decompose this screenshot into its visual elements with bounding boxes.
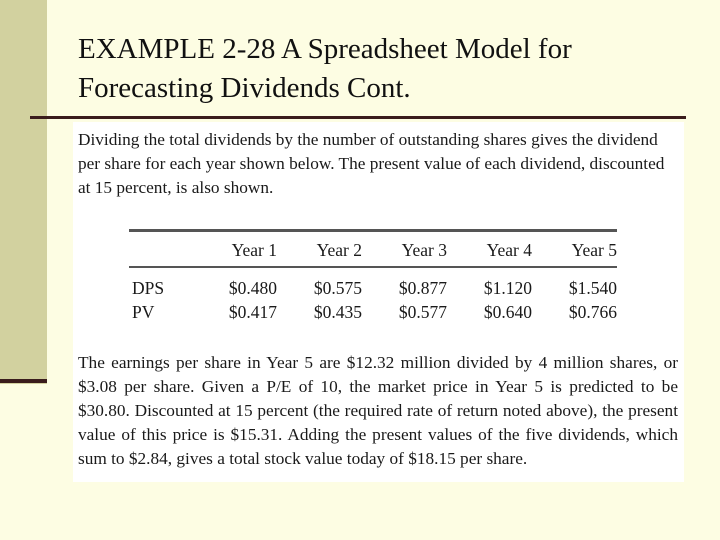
header-cell: Year 4 xyxy=(447,231,532,268)
left-accent-rule xyxy=(0,379,47,383)
table-cell: $0.577 xyxy=(398,302,447,322)
left-accent-band xyxy=(0,0,47,384)
table-cell: $0.480 xyxy=(228,278,277,298)
table-cell: $0.575 xyxy=(313,278,362,298)
content-panel xyxy=(73,122,684,482)
conclusion-paragraph: The earnings per share in Year 5 are $12.32 million divided by 4 million shares, or $3.08 per share. Given a P/E of 10, the market price in Year 5 is predicted to be $30.80. Discounted at 15 percent (the required rate of return noted above), the present value of this price is $15.31. Adding the present values of the five dividends, which sum to $2.84, gives a total stock value today of $18.15 per share. xyxy=(78,353,678,468)
row-label: DPS xyxy=(132,278,165,298)
header-cell: Year 3 xyxy=(362,231,447,268)
header-cell xyxy=(129,231,192,268)
intro-paragraph: Dividing the total dividends by the number of outstanding shares gives the dividend per share for each year shown below. The present value of each dividend, discounted at 15 percent, is also shown. xyxy=(78,130,665,197)
table-cell: $0.640 xyxy=(483,302,532,322)
table-cell: $0.417 xyxy=(228,302,277,322)
table-cell: $1.540 xyxy=(568,278,617,298)
header-cell: Year 5 xyxy=(532,231,617,268)
title-divider xyxy=(30,116,686,119)
header-cell: Year 1 xyxy=(192,231,277,268)
table-cell: $1.120 xyxy=(483,278,532,298)
table-cell: $0.766 xyxy=(568,302,617,322)
table-row xyxy=(129,300,617,324)
table-cell: $0.435 xyxy=(313,302,362,322)
slide-title: EXAMPLE 2-28 A Spreadsheet Model for Forecasting Dividends Cont. xyxy=(78,33,572,104)
dividend-table xyxy=(129,229,617,324)
table-header-row xyxy=(129,231,617,268)
table-row xyxy=(129,267,617,300)
table-cell: $0.877 xyxy=(398,278,447,298)
row-label: PV xyxy=(132,302,155,322)
header-cell: Year 2 xyxy=(277,231,362,268)
